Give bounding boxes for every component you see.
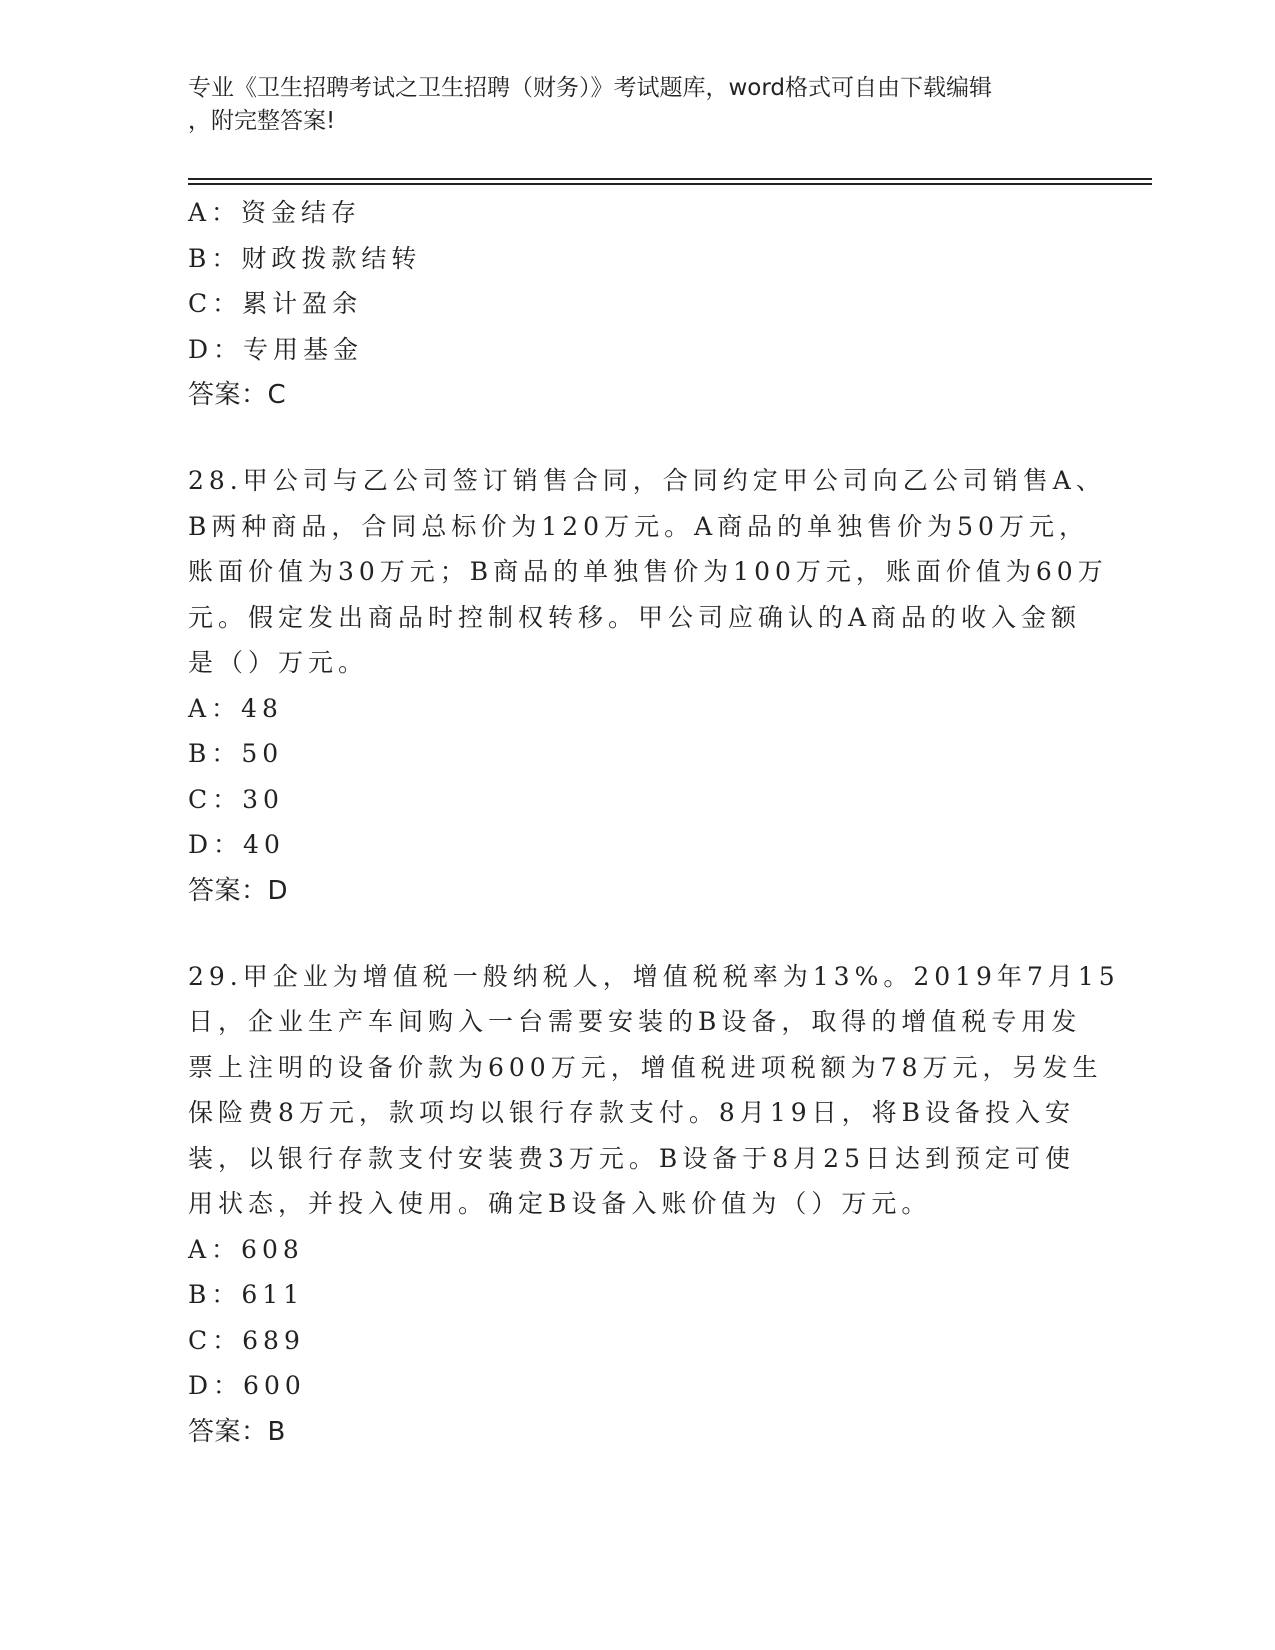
q28-stem-line-5: 是（）万元。 <box>188 648 369 677</box>
q29-stem-line-6: 用状态，并投入使用。确定B设备入账价值为（）万元。 <box>188 1189 932 1218</box>
q29-stem-line-4: 保险费8万元，款项均以银行存款支付。8月19日，将B设备投入安 <box>188 1098 1075 1127</box>
q27-option-d: D：专用基金 <box>188 334 364 364</box>
q29-option-a: A：608 <box>188 1234 304 1264</box>
q29-answer: 答案：B <box>188 1416 286 1447</box>
q28-option-b: B：50 <box>188 739 284 768</box>
q27-option-b: B：财政拨款结转 <box>188 243 422 273</box>
q28-stem-line-1: 28.甲公司与乙公司签订销售合同，合同约定甲公司向乙公司销售A、 <box>188 466 1106 495</box>
q28-answer: 答案：D <box>188 875 289 906</box>
q27-option-a: A：资金结存 <box>188 198 362 227</box>
q29-stem-line-3: 票上注明的设备价款为600万元，增值税进项税额为78万元，另发生 <box>188 1052 1103 1082</box>
document-header <box>188 72 1068 138</box>
q29-stem-line-1: 29.甲企业为增值税一般纳税人，增值税税率为13%。2019年7月15 <box>188 961 1120 991</box>
header-divider-bottom <box>188 183 1152 185</box>
header-line-2: ，附完整答案! <box>188 108 336 134</box>
q29-option-d: D：600 <box>188 1371 306 1400</box>
question-27-block <box>188 190 1088 418</box>
q29-stem-line-2: 日，企业生产车间购入一台需要安装的B设备，取得的增值税专用发 <box>188 1007 1082 1036</box>
q27-option-c: C：累计盈余 <box>188 289 363 318</box>
question-28-block <box>188 458 1108 914</box>
q28-stem-line-3: 账面价值为30万元；B商品的单独售价为100万元，账面价值为60万 <box>188 557 1108 586</box>
q29-option-c: C：689 <box>188 1325 305 1355</box>
q28-option-c: C：30 <box>188 784 284 814</box>
q28-option-d: D：40 <box>188 830 285 859</box>
q29-option-b: B：611 <box>188 1280 305 1309</box>
question-29-block <box>188 954 1120 1455</box>
q29-stem-line-5: 装，以银行存款支付安装费3万元。B设备于8月25日达到预定可使 <box>188 1143 1075 1173</box>
q28-stem-line-2: B两种商品，合同总标价为120万元。A商品的单独售价为50万元， <box>188 511 1089 541</box>
q28-option-a: A：48 <box>188 693 283 723</box>
q27-answer: 答案：C <box>188 380 287 410</box>
q28-stem-line-4: 元。假定发出商品时控制权转移。甲公司应确认的A商品的收入金额 <box>188 602 1082 632</box>
header-line-1: 专业《卫生招聘考试之卫生招聘（财务）》考试题库，word格式可自由下载编辑 <box>188 75 993 101</box>
document-body <box>188 190 1120 1455</box>
header-divider-top <box>188 178 1152 180</box>
